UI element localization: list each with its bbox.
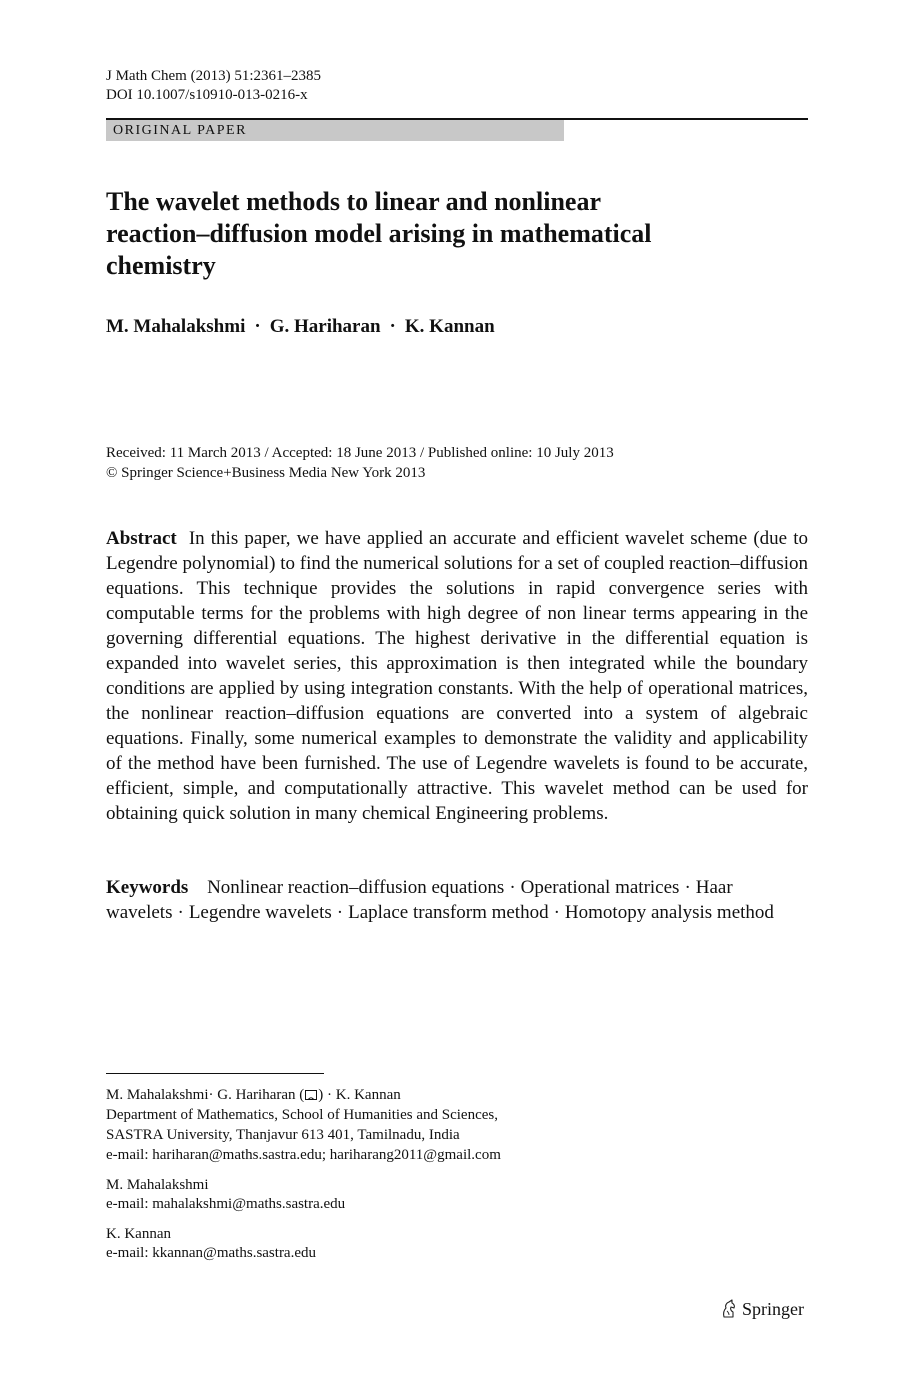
title-line: reaction–diffusion model arising in mathematical bbox=[106, 219, 652, 248]
keyword-separator: · bbox=[553, 902, 560, 923]
keyword-separator: · bbox=[177, 902, 184, 923]
author-name: M. Mahalakshmi bbox=[106, 316, 246, 337]
keyword-separator: · bbox=[509, 877, 516, 898]
footnote-authors-suffix: ) · K. Kannan bbox=[318, 1087, 401, 1103]
author-name: K. Kannan bbox=[404, 316, 495, 337]
footnote-rule bbox=[106, 1073, 324, 1074]
author-list bbox=[106, 315, 495, 339]
contact-email: e-mail: kkannan@maths.sastra.edu bbox=[106, 1245, 316, 1261]
copyright: © Springer Science+Business Media New York 2013 bbox=[106, 465, 426, 481]
keyword-separator: · bbox=[684, 877, 691, 898]
contact-email: e-mail: mahalakshmi@maths.sastra.edu bbox=[106, 1196, 346, 1212]
author-separator: · bbox=[254, 316, 261, 337]
keyword: Haar wavelets bbox=[106, 877, 733, 923]
keyword-separator: · bbox=[336, 902, 344, 923]
keywords bbox=[106, 875, 808, 925]
corresponding-email: e-mail: hariharan@maths.sastra.edu; hariharang2011@gmail.com bbox=[106, 1147, 501, 1163]
abstract-label: Abstract bbox=[106, 528, 177, 549]
keyword: Homotopy analysis method bbox=[564, 902, 774, 923]
publisher-logo bbox=[720, 1297, 804, 1321]
author-separator: · bbox=[389, 316, 396, 337]
publisher-name: Springer bbox=[742, 1299, 804, 1319]
article-type-banner: ORIGINAL PAPER bbox=[106, 120, 564, 141]
author-name: G. Hariharan bbox=[269, 316, 381, 337]
footnote-authors bbox=[106, 1085, 808, 1105]
abstract-text: In this paper, we have applied an accurate and efficient wavelet scheme (due to Legendre polynomial) to find the numerical solutions for a set of coupled reaction–diffusion equations. This technique provides the solutions in rapid convergence series with computable terms for the problems with high degree of non linear terms appearing in the governing differential equations. The highest derivative in the differential equation is expanded into wavelet series, this approximation is then integrated while the boundary conditions are applied by using integration constants. With the help of operational matrices, the nonlinear reaction–diffusion equations are converted into a system of algebraic equations. Finally, some numerical examples to demonstrate the validity and applicability of the method have been furnished. The use of Legendre wavelets is found to be accurate, efficient, simple, and computationally attractive. This wavelet method can be used for obtaining quick solution in many chemical Engineering problems. bbox=[106, 528, 808, 824]
contact-name: K. Kannan bbox=[106, 1226, 171, 1242]
abstract bbox=[106, 526, 808, 826]
paper-title bbox=[106, 186, 746, 282]
journal-citation: J Math Chem (2013) 51:2361–2385 bbox=[106, 68, 321, 84]
affiliation-line: Department of Mathematics, School of Humanities and Sciences, bbox=[106, 1107, 498, 1123]
springer-horse-icon bbox=[720, 1299, 738, 1319]
title-line: chemistry bbox=[106, 251, 216, 280]
contact-name: M. Mahalakshmi bbox=[106, 1177, 209, 1193]
keywords-label: Keywords bbox=[106, 877, 189, 898]
title-line: The wavelet methods to linear and nonlinear bbox=[106, 187, 601, 216]
affiliation-line: SASTRA University, Thanjavur 613 401, Tamilnadu, India bbox=[106, 1127, 460, 1143]
footnote-authors-prefix: M. Mahalakshmi· G. Hariharan ( bbox=[106, 1087, 305, 1103]
keyword: Operational matrices bbox=[520, 877, 680, 898]
publication-dates: Received: 11 March 2013 / Accepted: 18 June 2013 / Published online: 10 July 2013 bbox=[106, 445, 614, 461]
keyword: Legendre wavelets bbox=[188, 902, 332, 923]
envelope-icon bbox=[305, 1090, 317, 1100]
keyword: Nonlinear reaction–diffusion equations bbox=[207, 877, 505, 898]
doi: DOI 10.1007/s10910-013-0216-x bbox=[106, 87, 308, 103]
keyword: Laplace transform method bbox=[348, 902, 549, 923]
